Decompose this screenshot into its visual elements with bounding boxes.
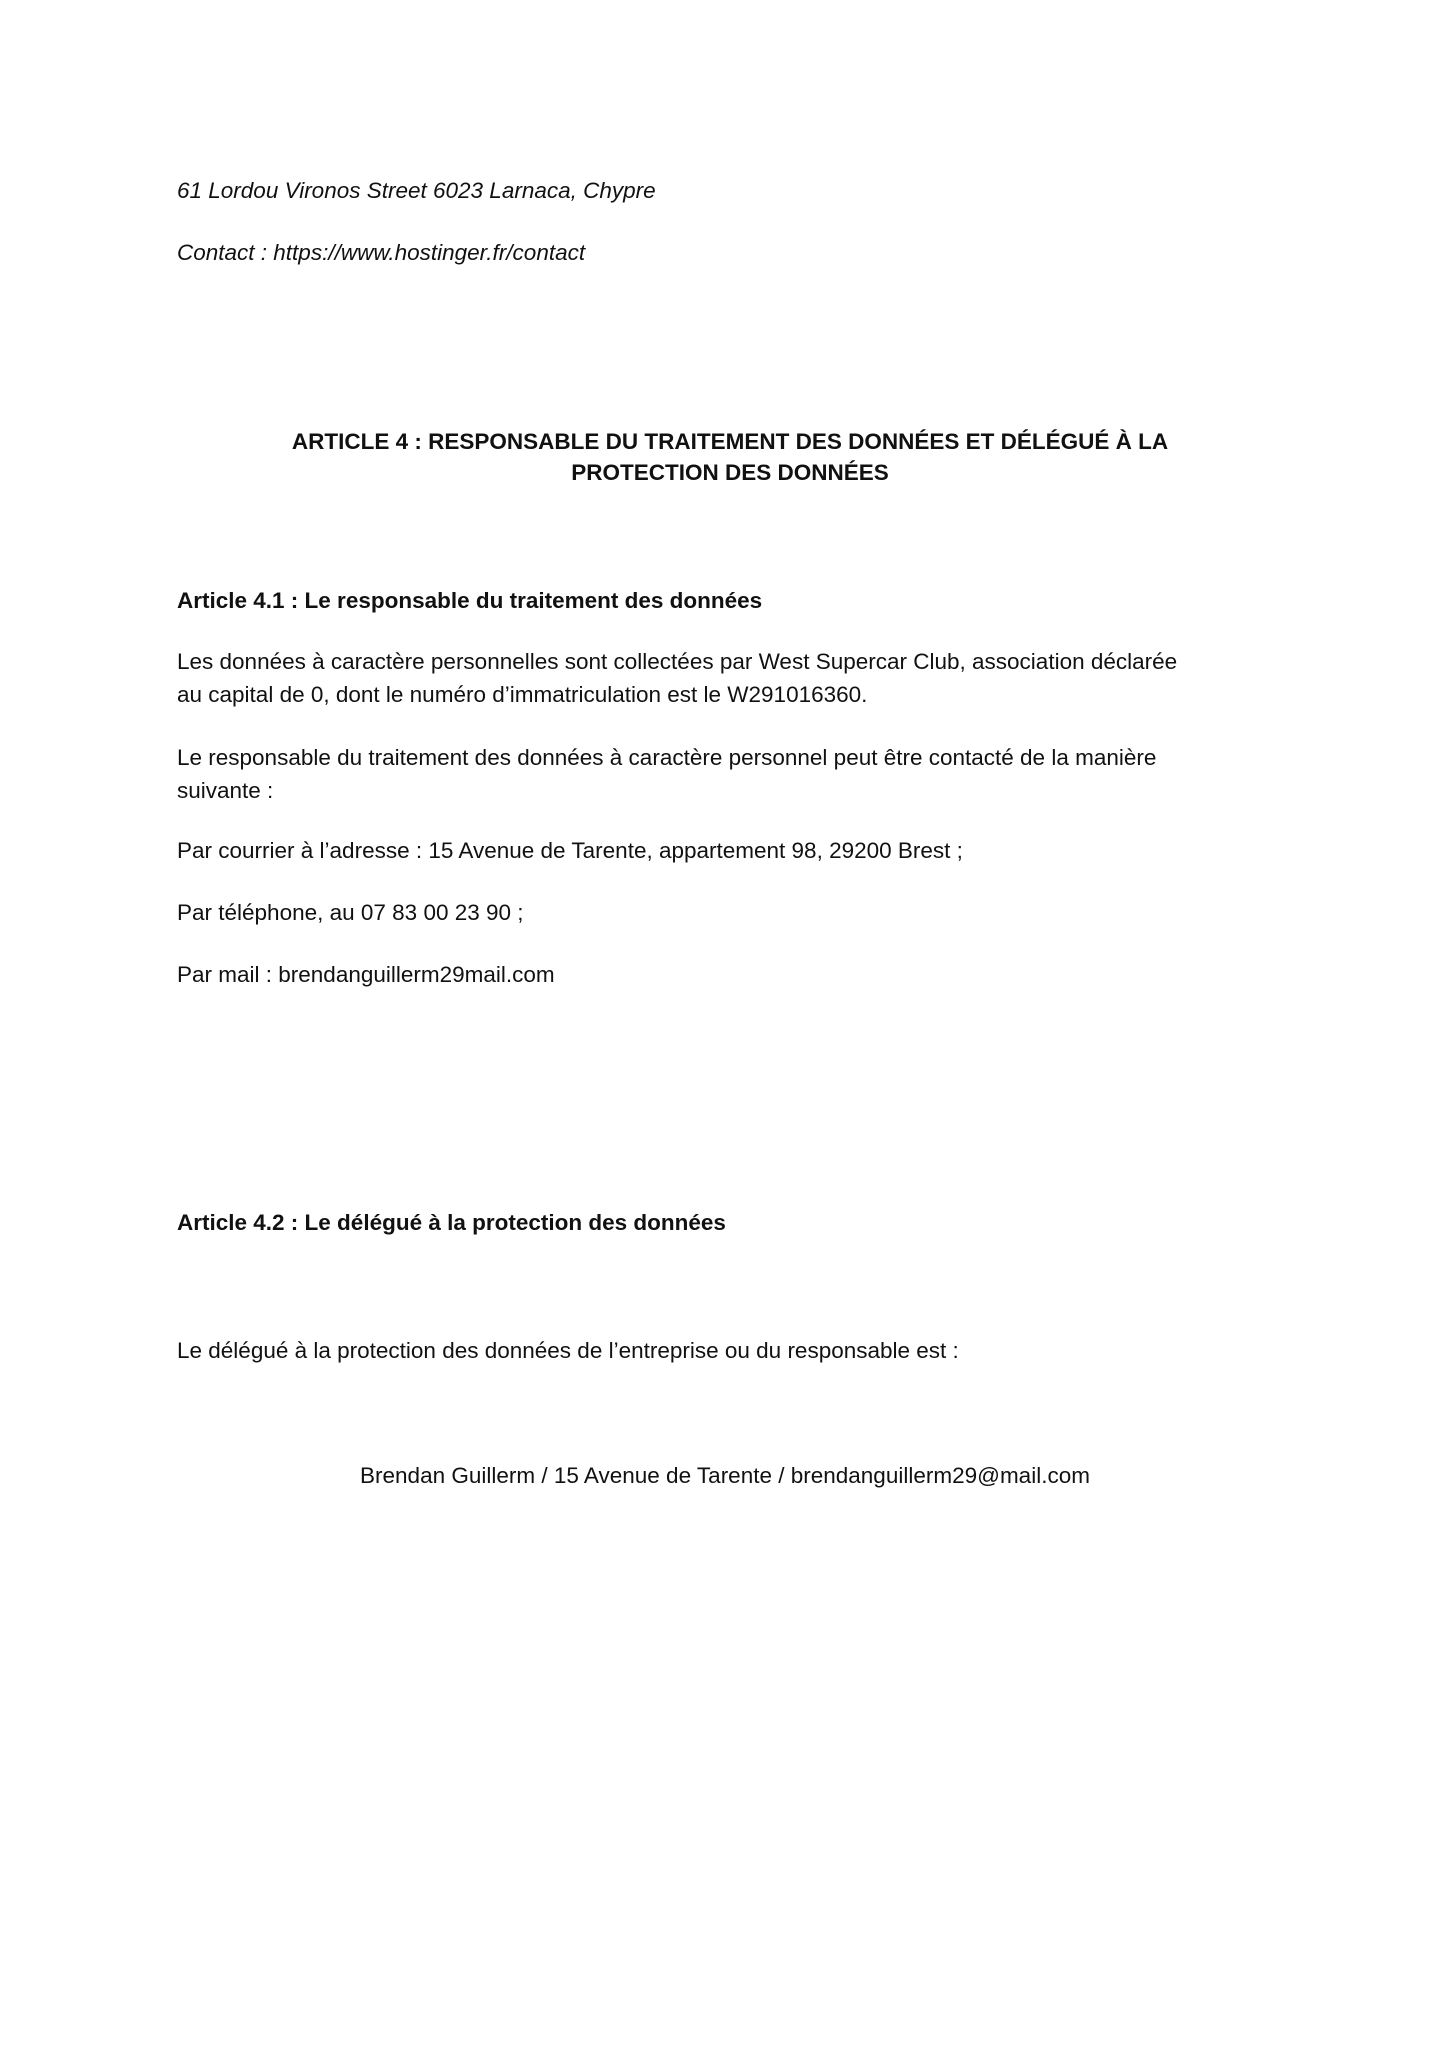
delegate-intro: Le délégué à la protection des données de l’entreprise ou du responsable est : [177,1338,959,1363]
article-4-title-line1: ARTICLE 4 : RESPONSABLE DU TRAITEMENT DES DONNÉES ET DÉLÉGUÉ À LA [291,429,1169,454]
article-4-1-title: Article 4.1 : Le responsable du traitement des données [177,588,763,613]
contact-by-email: Par mail : brendanguillerm29mail.com [177,962,555,987]
paragraph-collection-line1: Les données à caractère personnelles sont collectées par West Supercar Club, association déclarée [177,649,1178,674]
paragraph-contact-line1: Le responsable du traitement des données à caractère personnel peut être contacté de la manière [177,745,1157,770]
delegate-details: Brendan Guillerm / 15 Avenue de Tarente / brendanguillerm29@mail.com [360,1463,1090,1488]
contact-by-mail-post: Par courrier à l’adresse : 15 Avenue de Tarente, appartement 98, 29200 Brest ; [177,838,963,863]
paragraph-collection-line2: au capital de 0, dont le numéro d’immatriculation est le W291016360. [177,682,868,707]
hoster-address: 61 Lordou Vironos Street 6023 Larnaca, Chypre [177,178,656,203]
paragraph-contact-line2: suivante : [177,778,274,803]
hoster-contact: Contact : https://www.hostinger.fr/contact [177,240,586,265]
article-4-title-line2: PROTECTION DES DONNÉES [571,460,889,485]
contact-by-phone: Par téléphone, au 07 83 00 23 90 ; [177,900,524,925]
article-4-2-title: Article 4.2 : Le délégué à la protection des données [177,1210,726,1235]
